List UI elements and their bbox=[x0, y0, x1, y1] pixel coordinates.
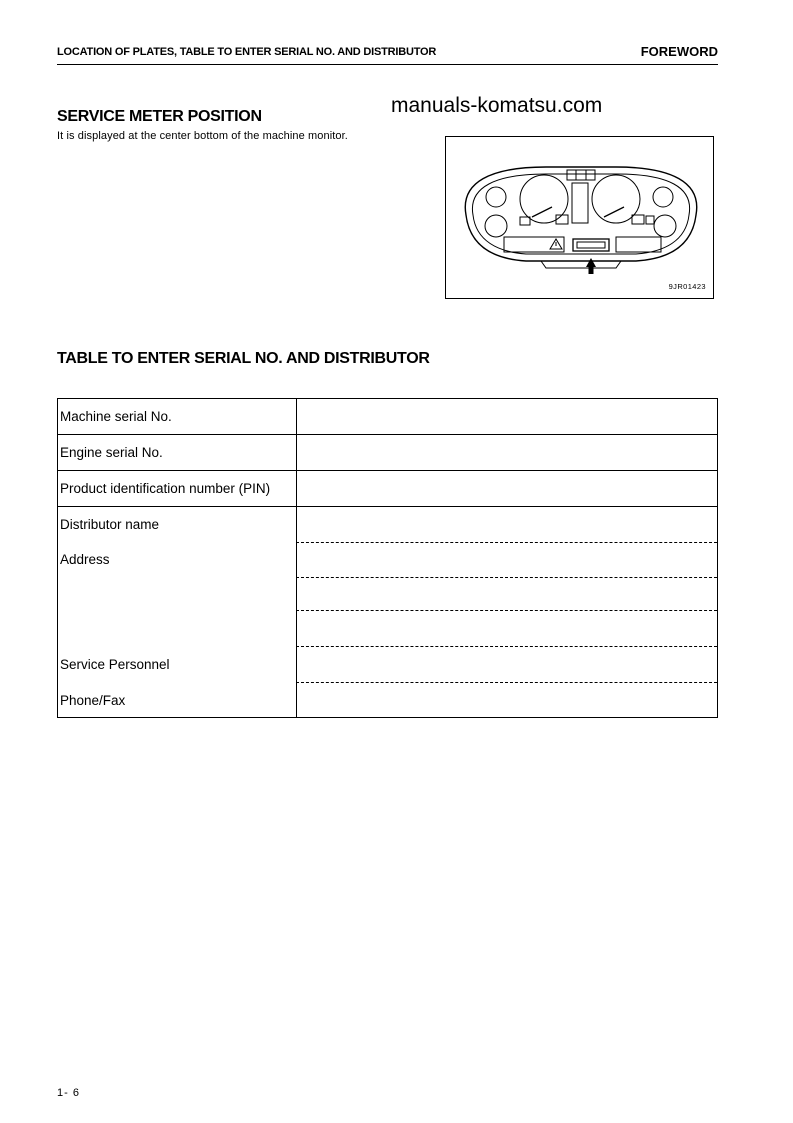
machine-serial-label: Machine serial No. bbox=[60, 409, 172, 424]
table-dashed-divider bbox=[296, 682, 717, 683]
service-meter-description: It is displayed at the center bottom of the machine monitor. bbox=[57, 130, 348, 142]
table-row-divider bbox=[58, 470, 717, 471]
table-dashed-divider bbox=[296, 610, 717, 611]
service-meter-heading: SERVICE METER POSITION bbox=[57, 108, 262, 125]
serial-distributor-table bbox=[57, 398, 718, 718]
distributor-name-label: Distributor name bbox=[60, 517, 160, 532]
page-header bbox=[57, 42, 718, 65]
table-dashed-divider bbox=[296, 646, 717, 647]
table-row-divider bbox=[58, 506, 717, 507]
figure-code: 9JR01423 bbox=[668, 282, 706, 291]
table-dashed-divider bbox=[296, 577, 717, 578]
phone-fax-label: Phone/Fax bbox=[60, 693, 126, 708]
address-label: Address bbox=[60, 552, 110, 567]
serial-table-heading: TABLE TO ENTER SERIAL NO. AND DISTRIBUTOR bbox=[57, 350, 430, 367]
table-row-divider bbox=[58, 434, 717, 435]
header-chapter-title: FOREWORD bbox=[640, 44, 718, 59]
engine-serial-label: Engine serial No. bbox=[60, 445, 163, 460]
machine-monitor-figure bbox=[445, 136, 714, 299]
machine-monitor-illustration bbox=[446, 137, 715, 300]
service-personnel-label: Service Personnel bbox=[60, 657, 170, 672]
page-number: 1- 6 bbox=[57, 1087, 80, 1099]
header-section-title: LOCATION OF PLATES, TABLE TO ENTER SERIAL NO. AND DISTRIBUTOR bbox=[57, 46, 437, 58]
table-dashed-divider bbox=[296, 542, 717, 543]
watermark-text: manuals-komatsu.com bbox=[391, 94, 603, 117]
table-column-divider bbox=[296, 399, 297, 717]
pin-label: Product identification number (PIN) bbox=[60, 481, 271, 496]
